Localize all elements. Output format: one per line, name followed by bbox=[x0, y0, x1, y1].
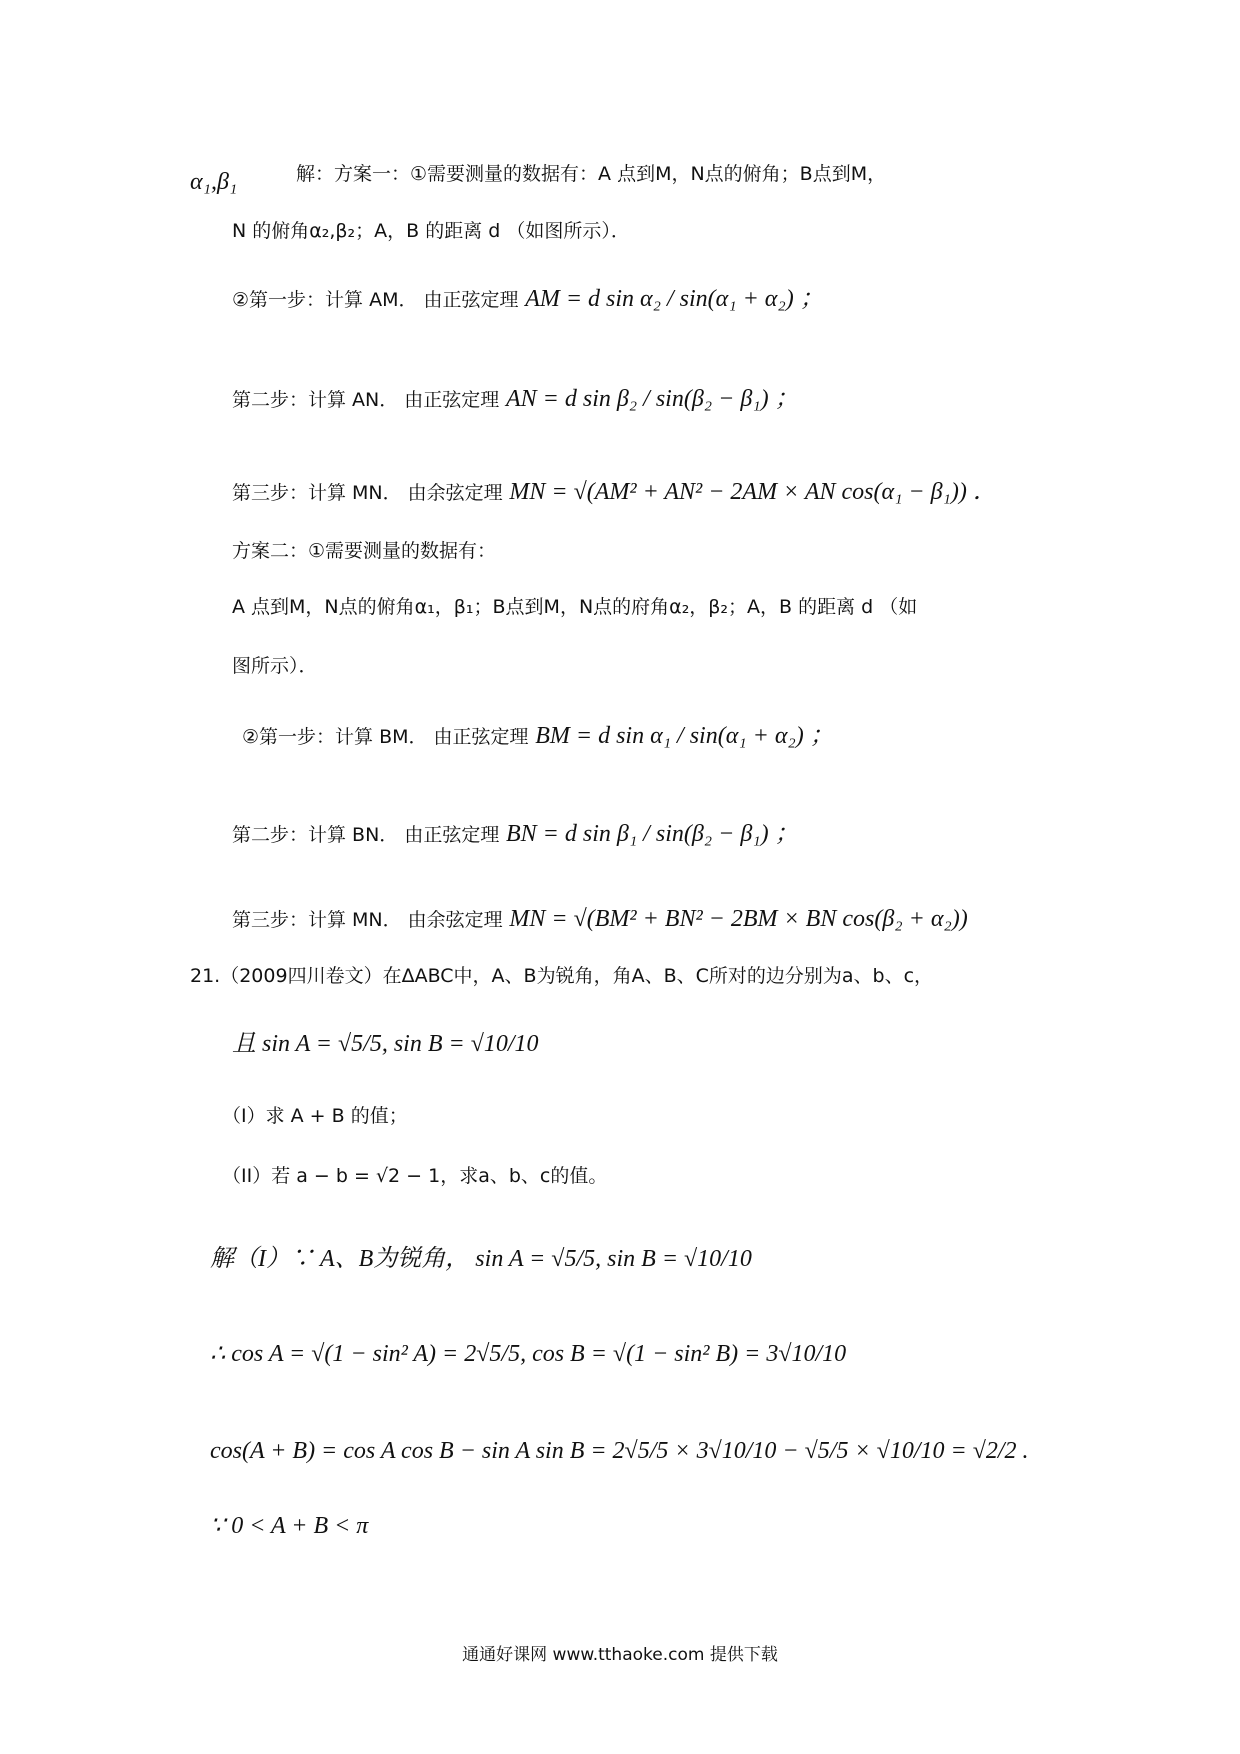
page-footer: 通通好课网 www.tthaoke.com 提供下载 bbox=[462, 1645, 778, 1665]
solution-2-step-2 bbox=[232, 820, 799, 849]
solution-21-line-1: 解（I）∵ A、B为锐角， sin A = √5/5, sin B = √10/10 bbox=[210, 1246, 752, 1272]
solution-21-line-3: cos(A + B) = cos A cos B − sin A sin B = 2√5/5 × 3√10/10 − √5/5 × √10/10 = √2/2 . bbox=[210, 1438, 1029, 1464]
step-text: 第三步：计算 MN． 由余弦定理 bbox=[232, 909, 503, 931]
step-formula: MN = √(BM² + BN² − 2BM × BN cos(β₂ + α₂)) bbox=[509, 906, 968, 932]
step-formula: BM = d sin α₁ / sin(α₁ + α₂) ； bbox=[535, 723, 834, 749]
step-formula: MN = √(AM² + AN² − 2AM × AN cos(α₁ − β₁)) ． bbox=[509, 479, 997, 505]
solution-21-line-2: ∴ cos A = √(1 − sin² A) = 2√5/5, cos B = √(1 − sin² B) = 3√10/10 bbox=[210, 1341, 847, 1367]
problem-21-given: 且 sin A = √5/5, sin B = √10/10 bbox=[232, 1031, 539, 1057]
solution-2-line-1: 方案二：①需要测量的数据有： bbox=[232, 540, 497, 562]
problem-21-part-2: （II）若 a − b = √2 − 1，求a、b、c的值。 bbox=[222, 1165, 608, 1187]
step-text: ②第一步：计算 AM． 由正弦定理 bbox=[232, 289, 519, 311]
step-text: ②第一步：计算 BM． 由正弦定理 bbox=[242, 726, 529, 748]
solution-2-step-1 bbox=[242, 722, 834, 751]
solution-2-line-3: 图所示）． bbox=[232, 655, 318, 677]
problem-21-header: 21.（2009四川卷文）在ΔABC中，A、B为锐角，角A、B、C所对的边分别为a、b、c， bbox=[190, 965, 934, 987]
step-formula: BN = d sin β₁ / sin(β₂ − β₁) ； bbox=[506, 821, 799, 847]
solution-2-line-2: A 点到M，N点的俯角α₁，β₁；B点到M，N点的府角α₂，β₂；A，B 的距离 d （如 bbox=[232, 596, 918, 618]
solution-1-step-1 bbox=[232, 285, 824, 314]
margin-label: α₁,β₁ bbox=[190, 169, 238, 195]
solution-1-line-2: N 的俯角α₂,β₂；A，B 的距离 d （如图所示）． bbox=[232, 220, 630, 242]
step-text: 第二步：计算 BN． 由正弦定理 bbox=[232, 824, 500, 846]
solution-1-step-3 bbox=[232, 478, 997, 507]
step-formula: AN = d sin β₂ / sin(β₂ − β₁) ； bbox=[505, 386, 799, 412]
solution-1-line-1: 解：方案一：①需要测量的数据有：A 点到M，N点的俯角；B点到M， bbox=[296, 163, 887, 185]
step-text: 第二步：计算 AN． 由正弦定理 bbox=[232, 389, 500, 411]
step-formula: AM = d sin α₂ / sin(α₁ + α₂) ； bbox=[525, 286, 824, 312]
step-text: 第三步：计算 MN． 由余弦定理 bbox=[232, 482, 503, 504]
solution-1-step-2 bbox=[232, 385, 799, 414]
solution-21-line-4: ∵ 0 < A + B < π bbox=[210, 1513, 369, 1539]
solution-2-step-3 bbox=[232, 905, 968, 934]
problem-21-part-1: （I）求 A + B 的值； bbox=[222, 1105, 408, 1127]
